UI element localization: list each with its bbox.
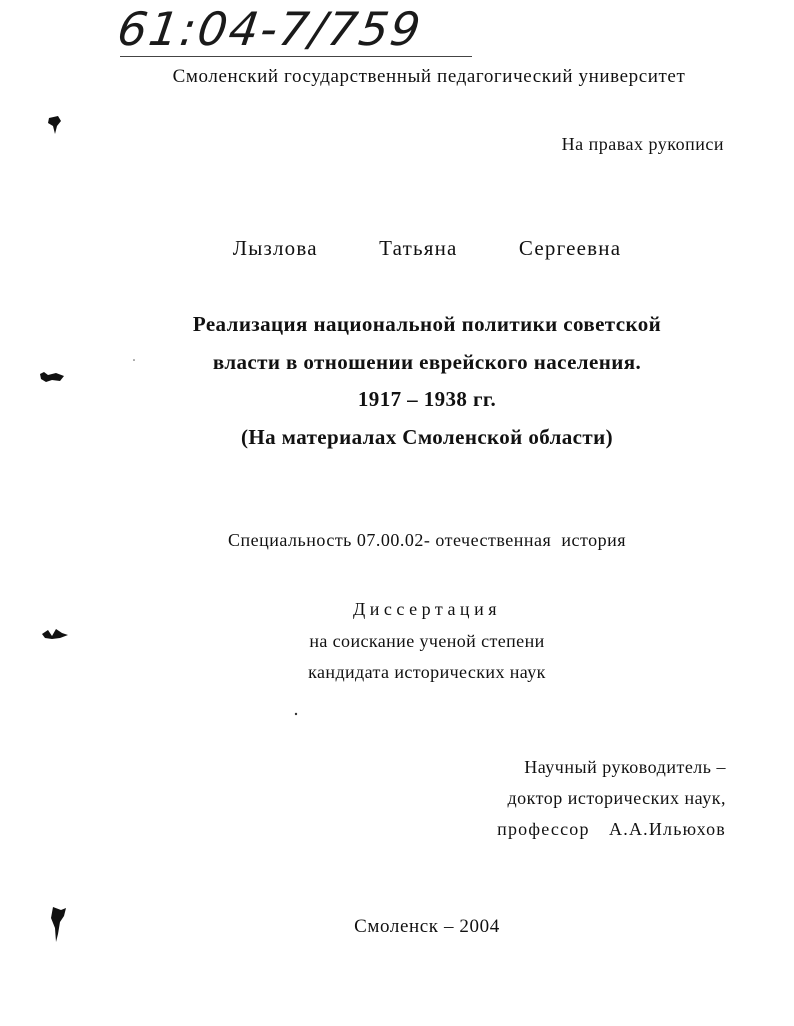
supervisor-name: профессор А.А.Ильюхов: [497, 819, 726, 839]
specialty-code: Специальность 07.00.02- отечественная история: [228, 530, 626, 550]
supervisor-degree: доктор исторических наук,: [507, 788, 726, 808]
city-year: Смоленск – 2004: [354, 916, 500, 937]
title-line-2: власти в отношении еврейского населения.: [212, 349, 642, 374]
scan-dot-1: [294, 712, 298, 716]
title-line-3: 1917 – 1938 гг.: [357, 387, 497, 411]
scan-dot-2: [132, 358, 136, 362]
supervisor-role: Научный руководитель –: [524, 757, 726, 777]
university-name: Смоленский государственный педагогический университет: [172, 66, 686, 87]
handwritten-catalog-number: 61:04-7/759: [114, 2, 426, 56]
title-line-1: Реализация национальной политики советской: [192, 312, 662, 336]
author-name: Лызлова Татьяна Сергеевна: [232, 236, 622, 260]
scan-speck-1: [46, 114, 64, 136]
scan-speck-4: [48, 904, 70, 944]
scan-speck-2: [38, 370, 66, 384]
catalog-underline: [120, 56, 472, 57]
title-line-4: (На материалах Смоленской области): [240, 424, 614, 449]
dissertation-heading: Диссертация: [353, 599, 501, 619]
supervisor-block: [426, 752, 726, 845]
dissertation-degree-block: [0, 594, 794, 689]
dissertation-line-1: на соискание ученой степени: [309, 630, 545, 651]
dissertation-title: [0, 306, 794, 456]
rights-note: На правах рукописи: [561, 134, 724, 154]
dissertation-line-2: кандидата исторических наук: [308, 662, 546, 682]
scan-speck-3: [40, 626, 70, 642]
